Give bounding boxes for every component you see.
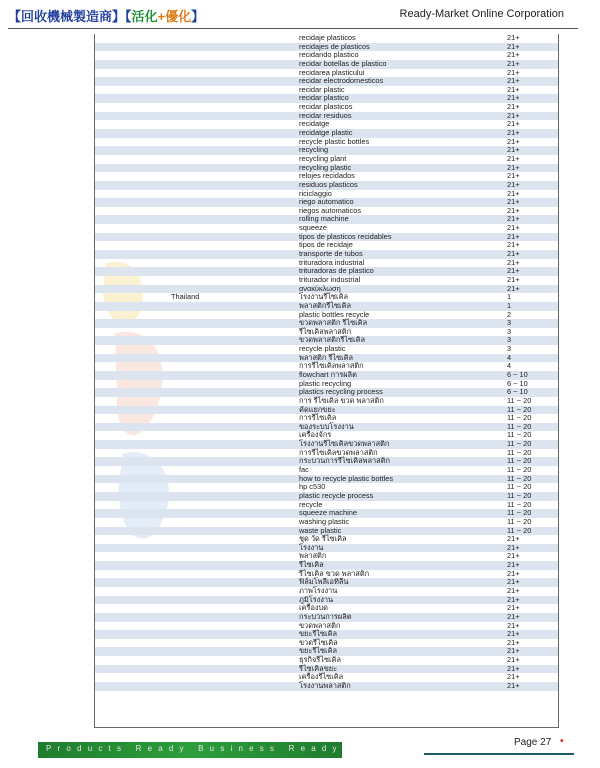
keyword-cell: relojes recidados	[299, 171, 355, 181]
rank-cell: 21+	[507, 594, 520, 604]
keyword-cell: trituradora industrial	[299, 257, 365, 267]
rank-cell: 21+	[507, 223, 520, 233]
tagline-banner	[38, 742, 342, 758]
rank-cell: 1	[507, 300, 512, 310]
rank-cell: 11 ~ 20	[507, 430, 532, 440]
page-number: Page 27	[514, 737, 552, 748]
keyword-cell: การรีไซเคิล	[299, 413, 337, 423]
keyword-cell: recidar botellas de plastico	[299, 58, 387, 68]
rank-cell: 11 ~ 20	[507, 413, 532, 423]
rank-cell: 11 ~ 20	[507, 395, 532, 405]
keyword-cell: recidatge	[299, 119, 330, 129]
keyword-cell: recycle plastic bottles	[299, 136, 370, 146]
keyword-cell: ขวดพลาสติก	[299, 620, 341, 630]
keyword-cell: triturador industrial	[299, 274, 361, 284]
keyword-cell: โรงงาน	[299, 542, 324, 552]
page-header	[0, 0, 600, 30]
header-divider	[8, 28, 578, 29]
keyword-cell: ขวดรีไซเคิล	[299, 637, 338, 647]
keyword-cell: ภาพโรงงาน	[299, 586, 338, 595]
rank-cell: 21+	[507, 620, 520, 630]
keyword-cell: ขยะรีไซเคิล	[299, 646, 338, 656]
rank-cell: 21+	[507, 577, 520, 587]
keyword-cell: tipos de recidaje	[299, 240, 353, 250]
footer-divider	[424, 753, 574, 755]
keyword-cell: เครื่องรีไซเคิล	[299, 672, 344, 682]
keyword-cell: plastic recycling	[299, 378, 352, 388]
keyword-cell: โรงงานพลาสติก	[299, 681, 351, 691]
rank-cell: 21+	[507, 136, 520, 146]
keyword-cell: tipos de plasticos recidables	[299, 231, 392, 241]
rank-cell: 11 ~ 20	[507, 525, 532, 535]
keyword-cell: plastic recycle process	[299, 490, 374, 500]
keyword-cell: recidatge plastic	[299, 128, 353, 138]
keyword-cell: รีไซเคิล ขวด พลาสติก	[299, 568, 370, 578]
rank-cell: 11 ~ 20	[507, 482, 532, 492]
rank-cell: 21+	[507, 560, 520, 570]
rank-cell: 21+	[507, 205, 520, 215]
table-row	[95, 682, 558, 691]
table-row	[95, 492, 558, 501]
keyword-cell: recidar plasticos	[299, 102, 353, 112]
rank-cell: 6 ~ 10	[507, 378, 528, 388]
keyword-cell: การรีไซเคิลขวดพลาสติก	[299, 447, 378, 457]
rank-cell: 11 ~ 20	[507, 508, 532, 518]
rank-cell: 3	[507, 344, 512, 354]
rank-cell: 11 ~ 20	[507, 404, 532, 414]
rank-cell: 21+	[507, 534, 520, 544]
rank-cell: 21+	[507, 542, 520, 552]
keyword-cell: ขวดพลาสติก รีไซเคิล	[299, 318, 368, 328]
keyword-cell: กระบวนการผลิต	[299, 611, 352, 621]
keyword-cell: ανακύκλωση	[299, 283, 341, 293]
table-body	[95, 34, 558, 691]
rank-cell: 21+	[507, 663, 520, 673]
keyword-cell: recidarea plasticului	[299, 67, 365, 77]
rank-cell: 4	[507, 361, 512, 371]
rank-cell: 6 ~ 10	[507, 369, 528, 379]
keyword-cell: recycling	[299, 145, 329, 155]
title-bracket-company: 【回收機械製造商】	[8, 9, 126, 24]
rank-cell: 21+	[507, 128, 520, 138]
rank-cell: 11 ~ 20	[507, 456, 532, 466]
title-optimize: +優化	[157, 9, 192, 24]
keyword-cell: recidajes de plasticos	[299, 41, 370, 51]
company-title	[8, 6, 204, 25]
title-activate: 活化	[131, 9, 158, 24]
rank-cell: 21+	[507, 76, 520, 86]
rank-cell: 21+	[507, 551, 520, 561]
title-bracket-open: 【	[125, 9, 132, 24]
keyword-cell: hp c530	[299, 482, 326, 492]
rank-cell: 21+	[507, 231, 520, 241]
table-row	[95, 552, 558, 561]
tagline-text: Products Ready Business Ready	[46, 744, 343, 753]
keyword-cell: พลาสติก	[299, 551, 327, 561]
rank-cell: 21+	[507, 93, 520, 103]
keyword-cell: transporte de tubos	[299, 249, 363, 259]
rank-cell: 21+	[507, 188, 520, 198]
rank-cell: 21+	[507, 67, 520, 77]
rank-cell: 3	[507, 326, 512, 336]
rank-cell: 21+	[507, 681, 520, 691]
rank-cell: 11 ~ 20	[507, 490, 532, 500]
keyword-cell: washing plastic	[299, 516, 350, 526]
keyword-cell: recycle plastic	[299, 344, 346, 354]
rank-cell: 3	[507, 335, 512, 345]
rank-cell: 21+	[507, 179, 520, 189]
rank-cell: 21+	[507, 646, 520, 656]
rank-cell: 6 ~ 10	[507, 387, 528, 397]
keyword-cell: riegos automaticos	[299, 205, 362, 215]
table-row	[95, 457, 558, 466]
keyword-cell: riciclaggio	[299, 188, 332, 198]
keyword-cell: เครื่องจักร	[299, 430, 332, 440]
rank-cell: 21+	[507, 119, 520, 129]
table-row	[95, 475, 558, 484]
title-bracket-close: 】	[191, 9, 205, 24]
rank-cell: 21+	[507, 153, 520, 163]
keyword-cell: recidando plastico	[299, 50, 359, 60]
rank-cell: 21+	[507, 603, 520, 613]
keyword-cell: recycling plant	[299, 153, 347, 163]
keyword-cell: รีไซเคิลขยะ	[299, 663, 338, 673]
country-cell: Thailand	[171, 292, 200, 302]
keyword-cell: โรงงานรีไซเคิล	[299, 292, 349, 302]
keyword-cell: recidaje plasticos	[299, 33, 356, 42]
bullet-icon: •	[560, 736, 564, 747]
keyword-cell: recycle	[299, 499, 323, 509]
keyword-cell: rolling machine	[299, 214, 349, 224]
table-row	[95, 544, 558, 553]
rank-cell: 11 ~ 20	[507, 439, 532, 449]
rank-cell: 1	[507, 292, 512, 302]
keyword-cell: การ รีไซเคิล ขวด พลาสติก	[299, 395, 384, 405]
keyword-cell: พลาสติกรีไซเคิล	[299, 300, 352, 310]
table-row	[95, 535, 558, 544]
keyword-cell: รีไซเคิล	[299, 560, 324, 570]
page-footer	[0, 732, 600, 768]
keyword-cell: trituradoras de plastico	[299, 266, 374, 276]
rank-cell: 21+	[507, 58, 520, 68]
rank-cell: 21+	[507, 110, 520, 120]
keyword-cell: คัดแยกขยะ	[299, 404, 336, 414]
keyword-ranking-table	[94, 34, 559, 728]
keyword-cell: รีไซเคิลพลาสติก	[299, 326, 352, 336]
keyword-cell: flowchart การผลิต	[299, 369, 357, 379]
rank-cell: 21+	[507, 102, 520, 112]
rank-cell: 21+	[507, 266, 520, 276]
rank-cell: 21+	[507, 586, 520, 595]
keyword-cell: plastic bottles recycle	[299, 309, 370, 319]
rank-cell: 11 ~ 20	[507, 499, 532, 509]
rank-cell: 21+	[507, 568, 520, 578]
publisher-name: Ready-Market Online Corporation	[399, 8, 564, 20]
rank-cell: 11 ~ 20	[507, 421, 532, 431]
keyword-cell: ขยะรีไซเคิล	[299, 629, 338, 639]
keyword-cell: ของระบบโรงงาน	[299, 421, 354, 431]
rank-cell: 21+	[507, 162, 520, 172]
keyword-cell: plastics recycling process	[299, 387, 383, 397]
rank-cell: 21+	[507, 637, 520, 647]
rank-cell: 21+	[507, 249, 520, 259]
rank-cell: 21+	[507, 274, 520, 284]
keyword-cell: recidar electrodomesticos	[299, 76, 384, 86]
rank-cell: 2	[507, 309, 512, 319]
keyword-cell: ชุด วัด รีไซเคิล	[299, 534, 347, 544]
rank-cell: 11 ~ 20	[507, 473, 532, 483]
keyword-cell: fac	[299, 465, 309, 475]
rank-cell: 21+	[507, 33, 520, 42]
keyword-cell: riego automatico	[299, 197, 354, 207]
keyword-cell: พลาสติก รีไซเคิล	[299, 352, 354, 362]
keyword-cell: squeeze	[299, 223, 327, 233]
rank-cell: 11 ~ 20	[507, 465, 532, 475]
rank-cell: 21+	[507, 672, 520, 682]
rank-cell: 21+	[507, 629, 520, 639]
keyword-cell: residuos plasticos	[299, 179, 358, 189]
keyword-cell: recidar plastic	[299, 84, 345, 94]
keyword-cell: how to recycle plastic bottles	[299, 473, 394, 483]
keyword-cell: การรีไซเคิลพลาสติก	[299, 361, 364, 371]
keyword-cell: เครื่องบด	[299, 603, 328, 613]
rank-cell: 21+	[507, 257, 520, 267]
keyword-cell: recidar residuos	[299, 110, 352, 120]
rank-cell: 21+	[507, 214, 520, 224]
rank-cell: 21+	[507, 611, 520, 621]
rank-cell: 21+	[507, 240, 520, 250]
rank-cell: 21+	[507, 171, 520, 181]
rank-cell: 21+	[507, 41, 520, 51]
keyword-cell: ฟิล์มโพลีเอทิลีน	[299, 577, 349, 587]
keyword-cell: ขวดพลาสติกรีไซเคิล	[299, 335, 366, 345]
rank-cell: 11 ~ 20	[507, 516, 532, 526]
keyword-cell: squeeze machine	[299, 508, 357, 518]
rank-cell: 21+	[507, 84, 520, 94]
rank-cell: 21+	[507, 197, 520, 207]
keyword-cell: ธุรกิจรีไซเคิล	[299, 655, 341, 665]
rank-cell: 21+	[507, 283, 520, 293]
rank-cell: 4	[507, 352, 512, 362]
rank-cell: 21+	[507, 50, 520, 60]
keyword-cell: recidar plastico	[299, 93, 349, 103]
keyword-cell: โรงงานรีไซเคิลขวดพลาสติก	[299, 439, 390, 449]
rank-cell: 3	[507, 318, 512, 328]
keyword-cell: กระบวนการรีไซเคิลพลาสติก	[299, 456, 390, 466]
rank-cell: 11 ~ 20	[507, 447, 532, 457]
rank-cell: 21+	[507, 655, 520, 665]
rank-cell: 21+	[507, 145, 520, 155]
keyword-cell: ภูมิโรงงาน	[299, 594, 334, 604]
keyword-cell: recycling plastic	[299, 162, 352, 172]
keyword-cell: waste plastic	[299, 525, 342, 535]
